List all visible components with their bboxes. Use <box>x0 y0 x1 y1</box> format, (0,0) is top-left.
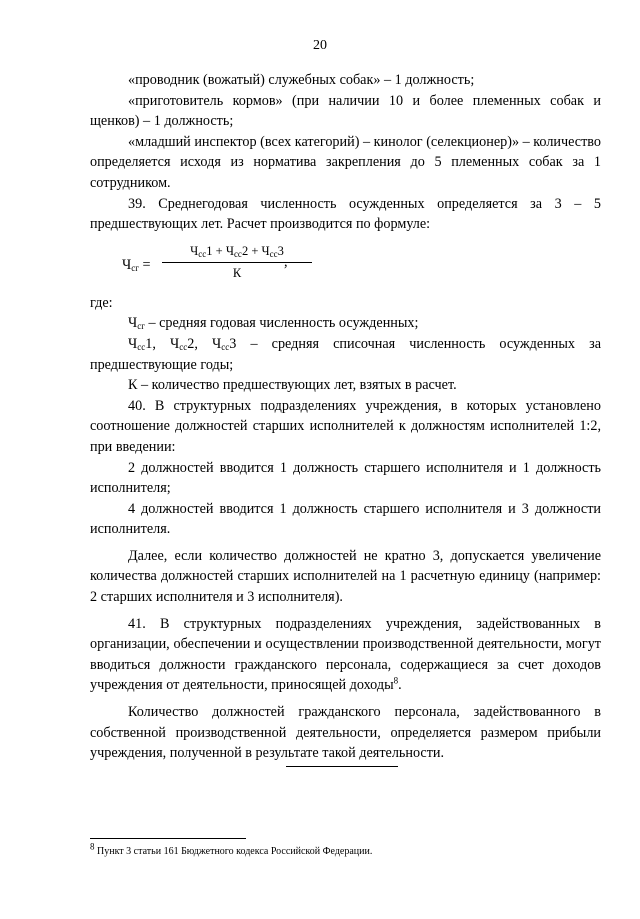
paragraph-40-case-2: 2 должностей вводится 1 должность старшего исполнителя и 1 должность исполнителя; <box>90 459 601 497</box>
formula-fraction <box>162 243 312 282</box>
paragraph-civil-staff: Количество должностей гражданского персонала, задействованного в собственной производственной деятельности, определяется размером прибыли учреждения, полученной в результате такой деятельности. <box>90 704 601 762</box>
paragraph-39: 39. Среднегодовая численность осужденных определяется за 3 – 5 предшествующих лет. Расчет производится по формуле: <box>90 195 601 233</box>
paragraph-feed-preparer: «приготовитель кормов» (при наличии 10 и более племенных собак и щенков) – 1 должность; <box>90 92 601 130</box>
formula-denominator: К <box>232 265 242 280</box>
paragraph-41: 41. В структурных подразделениях учреждения, задействованных в организации, обеспечении и осуществлении производственной деятельности, могут вводиться должности гражданского персонала, содержащиеся за счет доходов учреждения от деятельности, приносящей доходы$^8$. <box>90 615 601 694</box>
where-label: где: <box>90 294 113 311</box>
footnote-reference: 8 <box>393 675 399 686</box>
paragraph-40: 40. В структурных подразделениях учреждения, в которых установлено соотношение должностей старших исполнителей к должностям исполнителей 1:2, при введении: <box>90 397 601 455</box>
document-body <box>90 70 601 764</box>
end-divider <box>286 766 398 767</box>
paragraph-junior-inspector: «младший инспектор (всех категорий) – кинолог (селекционер)» – количество определяется исходя из норматива закрепления до 5 племенных собак за 1 сотрудником. <box>90 133 601 191</box>
formula <box>90 243 601 289</box>
formula-numerator: $Ч_{сс}1 + Ч_{сс}2 + Ч_{сс}3$ <box>162 243 312 263</box>
paragraph-dog-handler: «проводник (вожатый) служебных собак» – 1 должность; <box>128 72 475 88</box>
footnote: $^8$ Пункт 3 статьи 161 Бюджетного кодекса Российской Федерации. <box>90 841 373 857</box>
footnote-divider <box>90 838 246 839</box>
formula-lhs: $Ч_{сг}$ = <box>122 256 151 273</box>
paragraph-40-case-4: 4 должностей вводится 1 должность старшего исполнителя и 3 должности исполнителя. <box>90 500 601 538</box>
definition-k: К – количество предшествующих лет, взятых в расчет. <box>128 377 457 394</box>
definition-annual-average: $Ч_{сг}$ – средняя годовая численность осужденных; <box>128 315 419 332</box>
footnote-mark: 8 <box>90 841 95 852</box>
formula-comma: , <box>284 253 288 270</box>
paragraph-40-further: Далее, если количество должностей не кратно 3, допускается увеличение количества должностей старших исполнителей на 1 расчетную единицу (например: 2 старших исполнителя и 3 исполнителя). <box>90 547 601 606</box>
definition-list-average: $Ч_{сс}1$, $Ч_{сс}2$, $Ч_{сс}3$ – средняя списочная численность осужденных за предшествующие годы; <box>90 335 602 373</box>
page-number: 20 <box>313 38 327 53</box>
